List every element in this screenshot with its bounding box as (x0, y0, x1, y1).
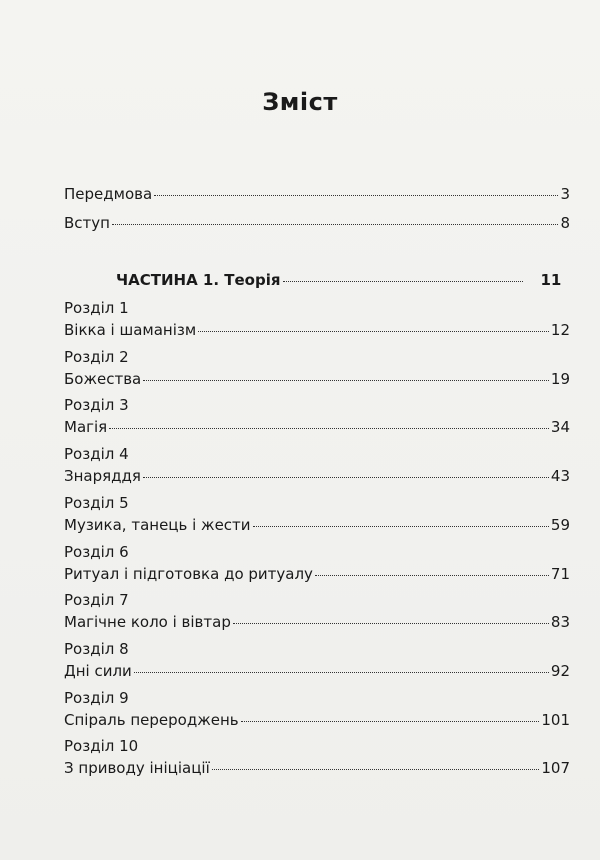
dot-leader (198, 331, 549, 332)
toc-entry-label: Магічне коло і вівтар (64, 613, 231, 632)
toc-page-number: 12 (550, 321, 570, 339)
dot-leader (143, 477, 549, 478)
toc-entry-label: Спіраль перероджень (64, 710, 239, 729)
chapter-heading: Розділ 4 (64, 445, 129, 464)
chapter-heading: Розділ 6 (64, 542, 129, 561)
toc-entry-label: Божества (64, 369, 142, 388)
toc-page-number: 19 (550, 369, 570, 388)
part-label: ЧАСТИНА 1. Теорія (116, 271, 281, 289)
toc-entry-chapter-8 (64, 661, 570, 681)
chapter-heading: Розділ 7 (64, 591, 129, 610)
dot-leader (253, 526, 549, 527)
toc-entry-chapter-4 (64, 466, 570, 486)
dot-leader (315, 575, 549, 576)
chapter-heading: Розділ 3 (64, 396, 129, 415)
toc-entry-label: Ритуал і підготовка до ритуалу (64, 564, 313, 583)
toc-page-number: 107 (541, 759, 570, 778)
chapter-heading: Розділ 9 (64, 688, 129, 707)
toc-page-number: 8 (560, 214, 570, 232)
toc-page-number: 101 (541, 710, 570, 729)
toc-page-number: 92 (550, 661, 570, 680)
toc-page-number: 71 (550, 564, 570, 583)
dot-leader (134, 672, 549, 673)
toc-entry-label: Дні сили (64, 661, 132, 680)
toc-page-number: 43 (550, 467, 570, 486)
toc-page-number: 34 (550, 418, 570, 437)
dot-leader (233, 623, 549, 624)
dot-leader (283, 281, 523, 282)
toc-entry-chapter-5 (64, 515, 570, 535)
toc-page-number: 11 (540, 271, 562, 289)
toc-entry-label: Магія (64, 418, 108, 437)
dot-leader (109, 428, 549, 429)
dot-leader (154, 195, 558, 196)
chapter-heading: Розділ 8 (64, 639, 129, 658)
toc-entry-label: Передмова (64, 185, 153, 203)
toc-entry-chapter-9 (64, 710, 570, 730)
chapter-heading: Розділ 1 (64, 299, 129, 317)
dot-leader (212, 769, 540, 770)
toc-entry-chapter-6 (64, 564, 570, 584)
toc-entry-label: Знаряддя (64, 467, 141, 486)
toc-entry-label: Вікка і шаманізм (64, 321, 197, 339)
toc-entry-chapter-3 (64, 417, 570, 437)
dot-leader (241, 721, 540, 722)
toc-part-heading (64, 270, 570, 290)
toc-entry-label: Музика, танець і жести (64, 515, 251, 534)
dot-leader (143, 380, 549, 381)
toc-entry-chapter-10 (64, 758, 570, 778)
toc-entry-chapter-2 (64, 369, 570, 389)
toc-entry-chapter-7 (64, 612, 570, 632)
toc-page-number: 59 (550, 515, 570, 534)
toc-page-number: 83 (550, 613, 570, 632)
toc-page-number: 3 (560, 185, 570, 203)
toc-entry-label: З приводу ініціації (64, 759, 210, 778)
chapter-heading: Розділ 10 (64, 737, 139, 756)
toc-entry-introduction (64, 213, 570, 233)
chapter-heading: Розділ 5 (64, 493, 129, 512)
page-title: Зміст (262, 88, 338, 116)
chapter-heading: Розділ 2 (64, 347, 129, 366)
toc-entry-preface (64, 184, 570, 204)
toc-entry-chapter-1 (64, 320, 570, 340)
dot-leader (112, 224, 558, 225)
toc-entry-label: Вступ (64, 214, 110, 232)
